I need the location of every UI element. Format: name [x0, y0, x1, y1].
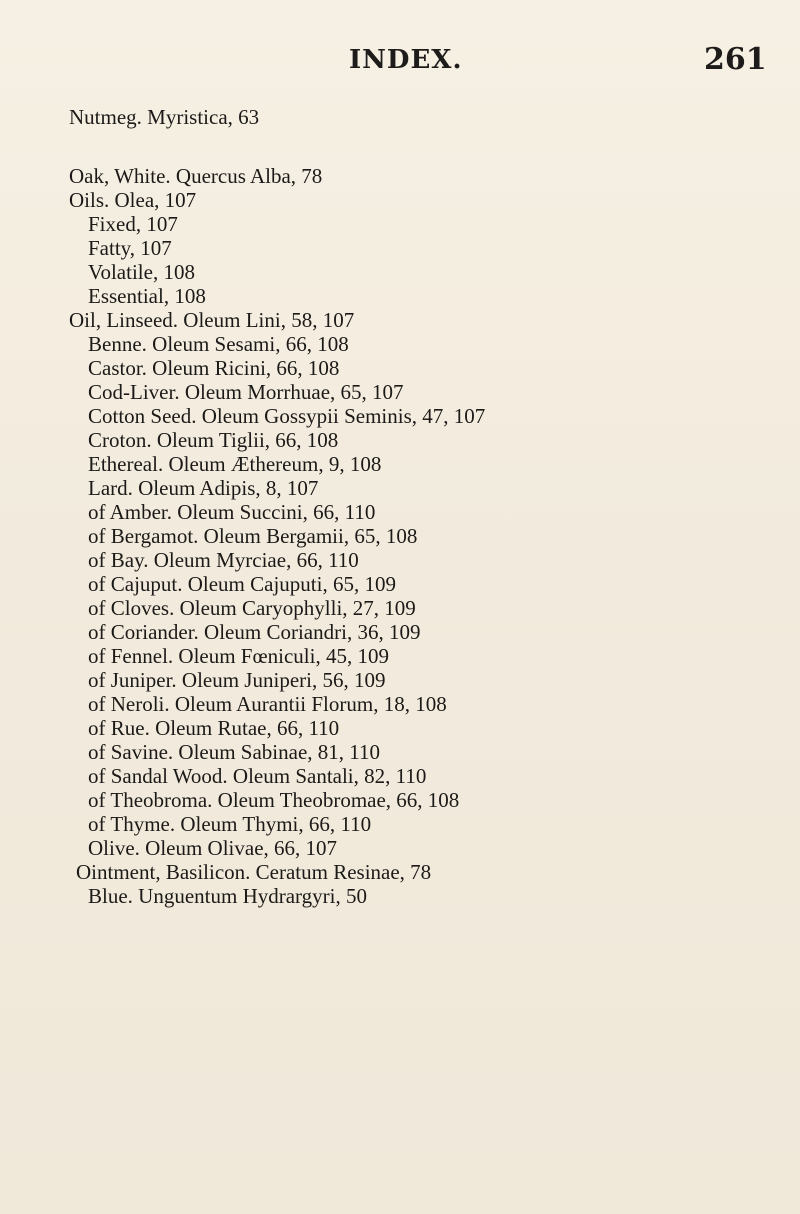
index-subentry: of Amber. Oleum Succini, 66, 110 — [88, 500, 376, 524]
index-subentry: of Sandal Wood. Oleum Santali, 82, 110 — [88, 764, 427, 788]
index-entry: Nutmeg. Myristica, 63 — [69, 105, 260, 129]
index-subentry: of Bergamot. Oleum Bergamii, 65, 108 — [88, 524, 418, 548]
index-subentry: Cotton Seed. Oleum Gossypii Seminis, 47, 107 — [88, 404, 486, 428]
index-subentry: Cod-Liver. Oleum Morrhuae, 65, 107 — [88, 380, 404, 404]
index-subentry: of Neroli. Oleum Aurantii Florum, 18, 108 — [88, 692, 447, 716]
index-subentry: Benne. Oleum Sesami, 66, 108 — [88, 332, 349, 356]
index-subentry: Volatile, 108 — [88, 260, 195, 284]
index-subentry: Blue. Unguentum Hydrargyri, 50 — [88, 884, 367, 908]
index-entry: Oil, Linseed. Oleum Lini, 58, 107 — [69, 308, 355, 332]
index-subentry: Olive. Oleum Olivae, 66, 107 — [88, 836, 338, 860]
index-entry: Oils. Olea, 107 — [69, 188, 197, 212]
index-subentry: of Juniper. Oleum Juniperi, 56, 109 — [88, 668, 386, 692]
index-subentry: Croton. Oleum Tiglii, 66, 108 — [88, 428, 339, 452]
index-subentry: of Bay. Oleum Myrciae, 66, 110 — [88, 548, 359, 572]
index-subentry: Castor. Oleum Ricini, 66, 108 — [88, 356, 340, 380]
index-subentry: of Fennel. Oleum Fœniculi, 45, 109 — [88, 644, 389, 668]
index-subentry: Lard. Oleum Adipis, 8, 107 — [88, 476, 319, 500]
index-subentry: Essential, 108 — [88, 284, 206, 308]
index-subentry: of Cajuput. Oleum Cajuputi, 65, 109 — [88, 572, 396, 596]
index-subentry: of Thyme. Oleum Thymi, 66, 110 — [88, 812, 372, 836]
index-entry: Oak, White. Quercus Alba, 78 — [69, 164, 323, 188]
index-subentry: of Savine. Oleum Sabinae, 81, 110 — [88, 740, 381, 764]
index-subentry: of Coriander. Oleum Coriandri, 36, 109 — [88, 620, 421, 644]
index-subentry: Fixed, 107 — [88, 212, 178, 236]
index-entry: Ointment, Basilicon. Ceratum Resinae, 78 — [76, 860, 432, 884]
index-subentry: of Rue. Oleum Rutae, 66, 110 — [88, 716, 340, 740]
page-number: 261 — [704, 42, 767, 77]
index-subentry: Fatty, 107 — [88, 236, 172, 260]
page-title: INDEX. — [349, 45, 463, 75]
index-subentry: of Theobroma. Oleum Theobromae, 66, 108 — [88, 788, 460, 812]
index-subentry: Ethereal. Oleum Æthereum, 9, 108 — [88, 452, 382, 476]
index-subentry: of Cloves. Oleum Caryophylli, 27, 109 — [88, 596, 416, 620]
running-head — [0, 40, 800, 80]
